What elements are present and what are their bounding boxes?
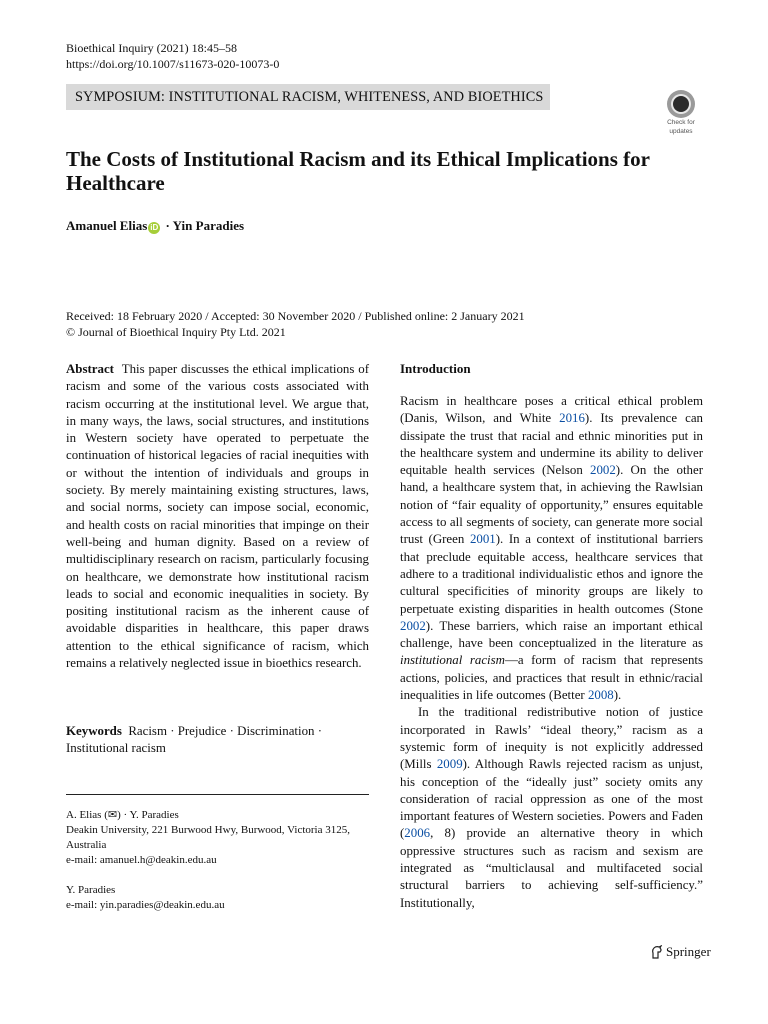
keywords-label: Keywords <box>66 724 122 738</box>
text-run: —a form of racism that represents actions, policies, and practices that result in ethnic/racial inequalities in life outcomes (Better <box>400 653 703 703</box>
abstract-label: Abstract <box>66 362 114 376</box>
orcid-icon[interactable]: iD <box>150 223 159 232</box>
abstract <box>66 361 369 672</box>
history-dates: Received: 18 February 2020 / Accepted: 30 November 2020 / Published online: 2 January 2021 <box>66 309 525 323</box>
introduction-body <box>400 393 703 912</box>
text-run: ). In a context of institutional barriers that preclude equitable access, healthcare services that adhere to a traditional individualistic ethos and ignore the cultural specificities of minority groups are likely to perpetuate existing disparities in health outcomes (Stone <box>400 532 703 616</box>
citation-link[interactable]: 2008 <box>587 688 614 703</box>
citation-link[interactable]: 2002 <box>590 463 616 478</box>
text-run: In the traditional redistributive notion of justice incorporated in Rawls’ “ideal theory,” racism as a systemic form of inequity is not explicitly addressed (Mills <box>400 705 703 772</box>
publisher-name: Springer <box>666 944 711 959</box>
introduction-heading: Introduction <box>400 361 471 376</box>
journal-header <box>66 40 279 72</box>
check-for-updates-badge[interactable] <box>660 90 702 135</box>
text-run: Racism in healthcare poses a critical ethical problem (Danis, Wilson, and White <box>400 394 703 426</box>
springer-horse-icon <box>650 945 663 959</box>
check-updates-label-1: Check for <box>667 119 695 126</box>
affiliation-address: Deakin University, 221 Burwood Hwy, Burwood, Victoria 3125, Australia <box>66 824 350 851</box>
email-elias[interactable]: e-mail: amanuel.h@deakin.edu.au <box>66 854 217 866</box>
citation-link[interactable]: 2006 <box>404 826 431 841</box>
emphasis-term: institutional racism <box>400 653 505 668</box>
email-paradies[interactable]: e-mail: yin.paradies@deakin.edu.au <box>66 899 225 911</box>
citation-link[interactable]: 2002 <box>400 618 426 633</box>
text-run: , 8) provide an alternative theory in which oppressive structures such as racism and sexism are integrated as “multiclausal and multifaceted social structural barriers to achieving self-sufficiency.” Institutionally, <box>400 826 703 910</box>
keywords <box>66 723 369 758</box>
intro-paragraph-1 <box>400 393 703 704</box>
affiliation-authors: A. Elias (✉) · Y. Paradies <box>66 809 179 821</box>
copyright: © Journal of Bioethical Inquiry Pty Ltd. 2021 <box>66 325 286 339</box>
text-run: ). Its prevalence can dissipate the trust that racial and ethnic minorities put in the healthcare system and undermine its ability to deliver equitable health services (Nelson <box>400 411 703 478</box>
citation-link[interactable]: 2016 <box>559 411 585 426</box>
text-run: ). On the other hand, a healthcare system that, in achieving the Rawlsian notion of “fair equality of opportunity,” ensures equitable access to all segments of society, can generate more social trust (Green <box>400 463 703 547</box>
symposium-banner: SYMPOSIUM: INSTITUTIONAL RACISM, WHITENESS, AND BIOETHICS <box>66 84 550 110</box>
text-run: ). <box>613 688 622 703</box>
citation-link[interactable]: 2001 <box>469 532 496 547</box>
author-paradies[interactable]: Yin Paradies <box>172 218 245 233</box>
affiliation-block <box>66 808 369 913</box>
author-separator: · <box>165 218 170 233</box>
keywords-text: Racism · Prejudice · Discrimination · Institutional racism <box>66 724 322 756</box>
intro-paragraph-2 <box>400 704 703 912</box>
affiliation-author-2: Y. Paradies <box>66 884 116 896</box>
publisher-logo <box>650 944 711 960</box>
check-for-updates-icon <box>667 90 695 118</box>
affiliation-divider <box>66 794 369 795</box>
article-title: The Costs of Institutional Racism and its Ethical Implications for Healthcare <box>66 147 650 195</box>
text-run: ). Although Rawls rejected racism as unjust, his conception of the “ideally just” society omits any consideration of racial oppression as one of the most important features of Western societies. Powers and Faden ( <box>400 757 703 841</box>
publication-dates <box>66 308 525 340</box>
check-updates-label-2: updates <box>669 127 693 135</box>
author-elias[interactable]: Amanuel Elias <box>66 218 148 233</box>
citation-link[interactable]: 2009 <box>436 757 463 772</box>
journal-citation: Bioethical Inquiry (2021) 18:45–58 <box>66 41 237 55</box>
author-list <box>66 218 244 234</box>
text-run: ). These barriers, which raise an important ethical challenge, have been conceptualized in the literature as <box>400 618 703 651</box>
abstract-text: This paper discusses the ethical implications of racism and some of the various costs associated with racism occurring at the institutional level. We argue that, in many ways, the laws, social structures, and institutions in Western society have operated to perpetuate the continuation of historical legacies of racial inequities with or without the intention of individuals and groups in society. By merely maintaining existing structures, laws, and social norms, society can impose social, economic, and health costs on racial minorities that impinge on their well-being and human dignity. Based on a review of multidisciplinary research on racism, particularly focusing on healthcare, we demonstrate how institutional racism leads to social and economic inequalities in society. By positing institutional racism as the inherent cause of avoidable disparities in healthcare, this paper draws attention to the ethical significance of racism, which remains a relatively neglected issue in bioethics research. <box>66 362 369 671</box>
doi-link[interactable]: https://doi.org/10.1007/s11673-020-10073-0 <box>66 57 280 71</box>
